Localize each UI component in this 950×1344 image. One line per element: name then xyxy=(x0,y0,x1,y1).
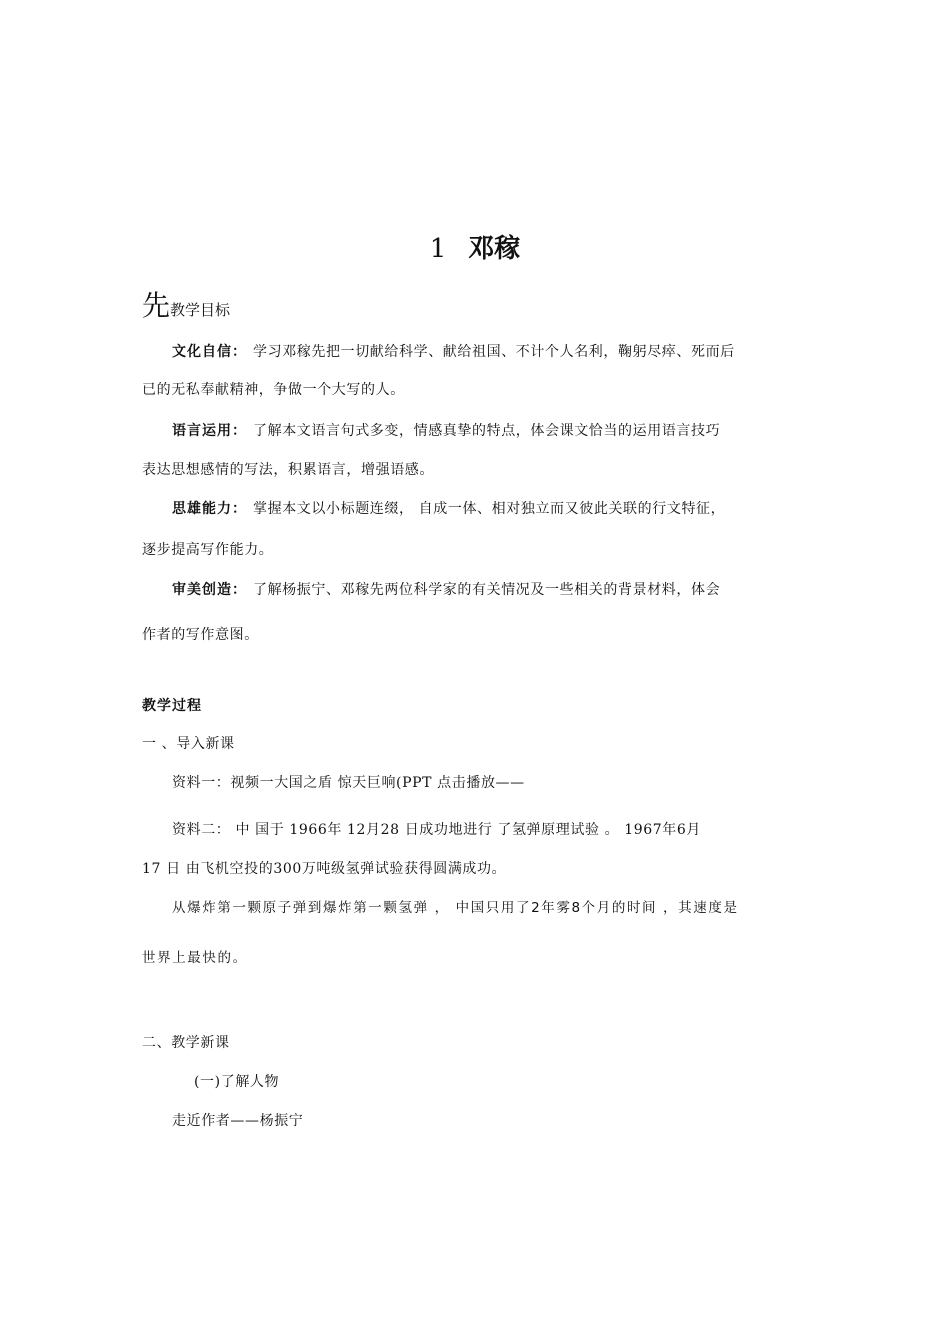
objective-thinking-label: 思雄能力： xyxy=(172,501,247,517)
part2-subheading: (一)了解人物 xyxy=(194,1074,280,1090)
objectives-heading xyxy=(142,284,230,324)
objective-language-label: 语言运用： xyxy=(172,423,247,439)
objective-thinking-text: 掌握本文以小标题连缀， 自成一体、相对独立而又彼此关联的行文特征， xyxy=(253,501,726,517)
objective-thinking-line1 xyxy=(172,498,725,518)
objective-aesthetic-label: 审美创造： xyxy=(172,582,247,598)
objective-language-line1 xyxy=(172,420,720,440)
part2-heading: 二、教学新课 xyxy=(142,1035,230,1051)
part1-heading: 一 、导入新课 xyxy=(142,736,235,752)
objective-culture-text: 学习邓稼先把一切献给科学、献给祖国、不计个人名利，鞠躬尽瘁、死而后 xyxy=(253,344,735,360)
process-heading: 教学过程 xyxy=(142,698,202,714)
material-two-line2: 17 日 由飞机空投的300万吨级氢弹试验获得圆满成功。 xyxy=(142,861,507,877)
lesson-title xyxy=(0,228,950,265)
objectives-heading-large-char: 先 xyxy=(142,289,171,322)
lesson-name: 邓稼 xyxy=(468,234,521,264)
fact-line2: 世界上最快的。 xyxy=(142,950,248,966)
objective-aesthetic-line1 xyxy=(172,579,720,599)
objective-culture-line1 xyxy=(172,341,735,361)
material-one: 资料一：视频一大国之盾 惊天巨响(PPT 点击播放—— xyxy=(172,775,525,791)
material-two-line1: 资料二： 中 国于 1966年 12月28 日成功地进行 了氢弹原理试验 。 1967年6月 xyxy=(172,822,701,838)
objective-language-text: 了解本文语言句式多变，情感真挚的特点，体会课文恰当的运用语言技巧 xyxy=(253,423,721,439)
objective-culture-line2: 已的无私奉献精神，争做一个大写的人。 xyxy=(142,382,405,398)
objectives-heading-text: 教学目标 xyxy=(170,301,231,319)
lesson-number: 1 xyxy=(429,234,447,264)
objective-aesthetic-line2: 作者的写作意图。 xyxy=(142,627,259,643)
objective-thinking-line2: 逐步提高写作能力。 xyxy=(142,542,274,558)
part2-item-author: 走近作者——杨振宁 xyxy=(172,1113,304,1129)
fact-line1: 从爆炸第一颗原子弹到爆炸第一颗氢弹 ， 中国只用了2年雾8个月的时间 ，其速度是 xyxy=(172,900,739,916)
objective-culture-label: 文化自信： xyxy=(172,344,247,360)
objective-aesthetic-text: 了解杨振宁、邓稼先两位科学家的有关情况及一些相关的背景材料，体会 xyxy=(253,582,721,598)
objective-language-line2: 表达思想感情的写法，积累语言，增强语感。 xyxy=(142,462,434,478)
